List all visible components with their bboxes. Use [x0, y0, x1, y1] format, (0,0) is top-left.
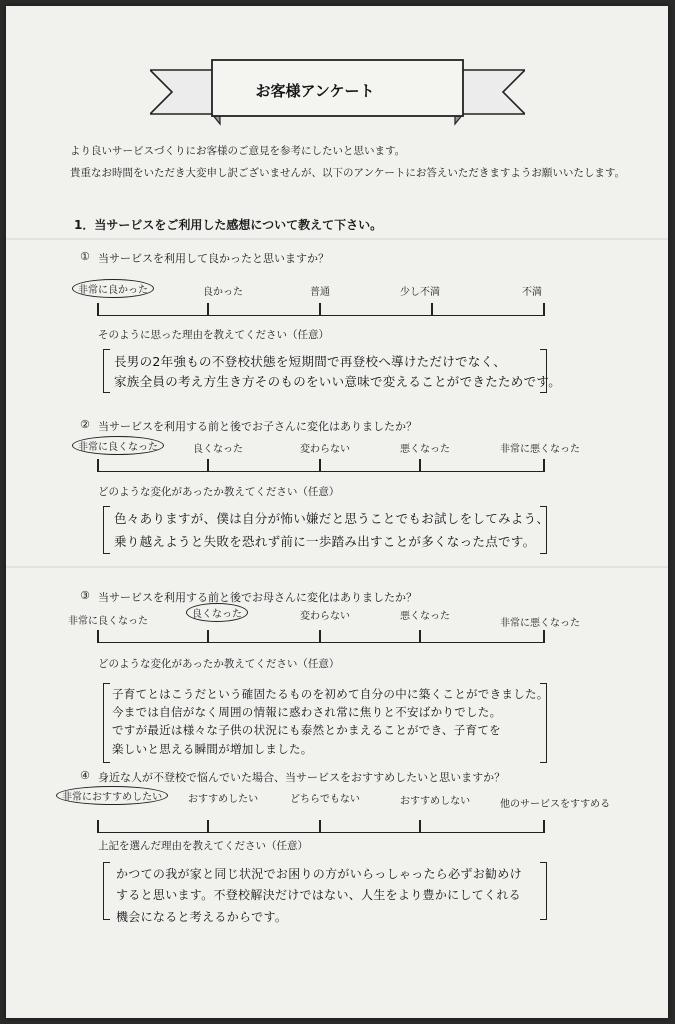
- option-highly-recommend[interactable]: 非常におすすめしたい: [56, 786, 168, 805]
- intro-line: より良いサービスづくりにお客様のご意見を参考にしたいと思います。: [70, 145, 406, 157]
- fold-line: [6, 238, 668, 240]
- handwritten-answer: 今までは自信がなく周囲の情報に惑わされ常に焦りと不安ばかりでした。: [112, 705, 502, 719]
- answer-bracket-left: [103, 506, 110, 554]
- option-dissatisfied[interactable]: 不満: [522, 287, 542, 298]
- question-number: ①: [80, 250, 90, 263]
- handwritten-answer: 子育てとはこうだという確固たるものを初めて自分の中に築くことができました。: [112, 687, 549, 701]
- option-better[interactable]: 良くなった: [193, 444, 243, 455]
- option-better[interactable]: 良くなった: [186, 603, 248, 622]
- reason-prompt: どのような変化があったか教えてください（任意）: [98, 486, 340, 498]
- option-slightly-dissatisfied[interactable]: 少し不満: [400, 287, 440, 298]
- option-very-satisfied[interactable]: 非常に良かった: [72, 279, 154, 298]
- intro-line: 貴重なお時間をいただき大変申し訳ございませんが、以下のアンケートにお答えいただきますようお願いいたします。: [70, 167, 626, 179]
- handwritten-answer: 長男の2年強もの不登校状態を短期間で再登校へ導けただけでなく、: [114, 354, 507, 369]
- option-much-worse[interactable]: 非常に悪くなった: [500, 618, 580, 629]
- option-neutral[interactable]: どちらでもない: [290, 794, 360, 805]
- question-text: 身近な人が不登校で悩んでいた場合、当サービスをおすすめしたいと思いますか？: [98, 771, 506, 784]
- option-not-recommend[interactable]: おすすめしない: [400, 796, 471, 807]
- question-text: 当サービスを利用して良かったと思いますか？: [98, 252, 329, 265]
- section-heading: 1．当サービスをご利用した感想について教えて下さい。: [74, 218, 383, 232]
- reason-prompt: どのような変化があったか教えてください（任意）: [98, 658, 340, 670]
- question-number: ④: [80, 769, 90, 782]
- survey-title: お客様アンケート: [255, 82, 375, 100]
- option-much-better[interactable]: 非常に良くなった: [68, 616, 148, 627]
- handwritten-answer: ですが最近は様々な子供の状況にも泰然とかまえることができ、子育てを: [112, 723, 501, 737]
- option-recommend[interactable]: おすすめしたい: [188, 794, 259, 805]
- answer-bracket-right: [540, 862, 547, 920]
- fold-line: [6, 566, 668, 568]
- option-no-change[interactable]: 変わらない: [300, 444, 350, 455]
- rating-scale: [97, 303, 545, 316]
- option-neutral[interactable]: 普通: [310, 287, 330, 298]
- handwritten-answer: かつての我が家と同じ状況でお困りの方がいらっしゃったら必ずお勧めけ: [116, 867, 522, 881]
- handwritten-answer: 色々ありますが、僕は自分が怖い嫌だと思うことでもお試しをしてみよう、: [114, 511, 550, 526]
- reason-prompt: 上記を選んだ理由を教えてください（任意）: [98, 840, 308, 852]
- handwritten-answer: 楽しいと思える瞬間が増加しました。: [112, 742, 313, 756]
- option-worse[interactable]: 悪くなった: [400, 611, 450, 622]
- rating-scale: [97, 820, 545, 833]
- rating-scale: [97, 630, 545, 643]
- handwritten-answer: 家族全員の考え方生き方そのものをいい意味で変えることができたためです。: [114, 374, 562, 389]
- option-no-change[interactable]: 変わらない: [300, 611, 350, 622]
- handwritten-answer: すると思います。不登校解決だけではない、人生をより豊かにしてくれる: [116, 888, 521, 902]
- question-number: ③: [80, 589, 90, 602]
- question-text: 当サービスを利用する前と後でお母さんに変化はありましたか？: [98, 591, 417, 604]
- rating-scale: [97, 459, 545, 472]
- question-number: ②: [80, 418, 90, 431]
- question-text: 当サービスを利用する前と後でお子さんに変化はありましたか？: [98, 420, 417, 433]
- option-satisfied[interactable]: 良かった: [203, 287, 243, 298]
- option-worse[interactable]: 悪くなった: [400, 444, 450, 455]
- handwritten-answer: 機会になると考えるからです。: [116, 910, 288, 924]
- option-recommend-other[interactable]: 他のサービスをすすめる: [500, 799, 611, 810]
- option-much-better[interactable]: 非常に良くなった: [72, 436, 164, 455]
- handwritten-answer: 乗り越えようと失敗を恐れず前に一歩踏み出すことが多くなった点です。: [114, 534, 536, 549]
- answer-bracket-left: [103, 349, 110, 393]
- option-much-worse[interactable]: 非常に悪くなった: [500, 444, 580, 455]
- answer-bracket-left: [103, 683, 110, 763]
- reason-prompt: そのように思った理由を教えてください（任意）: [98, 329, 329, 341]
- answer-bracket-left: [103, 862, 110, 920]
